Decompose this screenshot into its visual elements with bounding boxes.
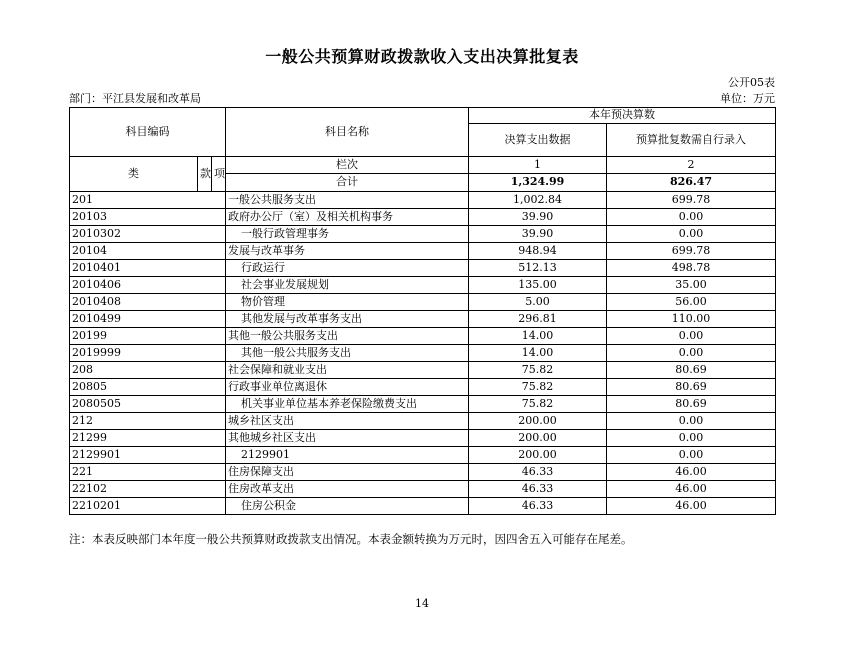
budget-table-header bbox=[70, 108, 776, 192]
final-expenditure-cell: 14.00 bbox=[469, 328, 607, 345]
subject-name-cell: 其他发展与改革事务支出 bbox=[226, 311, 469, 328]
subject-name-cell: 政府办公厅（室）及相关机构事务 bbox=[226, 209, 469, 226]
budget-approval-cell: 0.00 bbox=[607, 345, 776, 362]
header-subject-code: 科目编码 bbox=[70, 108, 226, 157]
table-row bbox=[70, 311, 776, 328]
subject-name-cell: 发展与改革事务 bbox=[226, 243, 469, 260]
table-row bbox=[70, 192, 776, 209]
subject-name-cell: 住房公积金 bbox=[226, 498, 469, 515]
table-row bbox=[70, 447, 776, 464]
subject-name-cell: 行政事业单位离退休 bbox=[226, 379, 469, 396]
department-label: 部门：平江县发展和改革局 bbox=[69, 92, 201, 105]
subject-code-cell: 2080505 bbox=[70, 396, 226, 413]
table-row bbox=[70, 413, 776, 430]
subject-name-cell: 行政运行 bbox=[226, 260, 469, 277]
subject-code-cell: 2019999 bbox=[70, 345, 226, 362]
subject-code-cell: 2010499 bbox=[70, 311, 226, 328]
subject-name-cell: 2129901 bbox=[226, 447, 469, 464]
budget-approval-cell: 110.00 bbox=[607, 311, 776, 328]
subject-code-cell: 2010406 bbox=[70, 277, 226, 294]
header-current-year-group: 本年预决算数 bbox=[469, 108, 776, 124]
unit-label: 单位：万元 bbox=[720, 92, 775, 105]
table-row bbox=[70, 294, 776, 311]
column-index-2: 2 bbox=[607, 157, 776, 174]
final-expenditure-cell: 296.81 bbox=[469, 311, 607, 328]
header-budget-approval: 预算批复数需自行录入 bbox=[607, 124, 776, 157]
budget-approval-cell: 0.00 bbox=[607, 226, 776, 243]
final-expenditure-cell: 200.00 bbox=[469, 430, 607, 447]
table-note: 注：本表反映部门本年度一般公共预算财政拨款支出情况。本表金额转换为万元时，因四舍五入可能存在尾差。 bbox=[69, 532, 633, 546]
table-row bbox=[70, 209, 776, 226]
budget-approval-cell: 498.78 bbox=[607, 260, 776, 277]
budget-approval-cell: 46.00 bbox=[607, 481, 776, 498]
final-expenditure-cell: 135.00 bbox=[469, 277, 607, 294]
budget-table bbox=[69, 107, 776, 515]
final-expenditure-cell: 5.00 bbox=[469, 294, 607, 311]
subject-name-cell: 其他一般公共服务支出 bbox=[226, 345, 469, 362]
final-expenditure-cell: 75.82 bbox=[469, 362, 607, 379]
table-row bbox=[70, 328, 776, 345]
header-final-expenditure: 决算支出数据 bbox=[469, 124, 607, 157]
total-approval-value: 826.47 bbox=[607, 174, 776, 192]
header-code-class: 类 bbox=[70, 157, 198, 192]
budget-approval-cell: 0.00 bbox=[607, 430, 776, 447]
column-index-1: 1 bbox=[469, 157, 607, 174]
table-row bbox=[70, 345, 776, 362]
final-expenditure-cell: 39.90 bbox=[469, 209, 607, 226]
table-row bbox=[70, 379, 776, 396]
subject-code-cell: 20199 bbox=[70, 328, 226, 345]
subject-name-cell: 其他一般公共服务支出 bbox=[226, 328, 469, 345]
budget-approval-cell: 0.00 bbox=[607, 209, 776, 226]
page-number: 14 bbox=[415, 597, 429, 610]
budget-approval-cell: 0.00 bbox=[607, 447, 776, 464]
table-row bbox=[70, 498, 776, 515]
header-subject-name: 科目名称 bbox=[226, 108, 469, 157]
budget-approval-cell: 0.00 bbox=[607, 328, 776, 345]
final-expenditure-cell: 200.00 bbox=[469, 447, 607, 464]
subject-name-cell: 其他城乡社区支出 bbox=[226, 430, 469, 447]
subject-code-cell: 2210201 bbox=[70, 498, 226, 515]
subject-name-cell: 机关事业单位基本养老保险缴费支出 bbox=[226, 396, 469, 413]
table-code-label: 公开05表 bbox=[728, 76, 775, 89]
subject-name-cell: 一般公共服务支出 bbox=[226, 192, 469, 209]
budget-approval-cell: 699.78 bbox=[607, 243, 776, 260]
table-row bbox=[70, 260, 776, 277]
subject-code-cell: 22102 bbox=[70, 481, 226, 498]
subject-code-cell: 201 bbox=[70, 192, 226, 209]
header-code-item: 项 bbox=[212, 157, 226, 192]
document-content bbox=[69, 76, 775, 547]
table-row bbox=[70, 396, 776, 413]
budget-approval-cell: 80.69 bbox=[607, 396, 776, 413]
budget-approval-cell: 35.00 bbox=[607, 277, 776, 294]
subject-code-cell: 2129901 bbox=[70, 447, 226, 464]
subject-code-cell: 21299 bbox=[70, 430, 226, 447]
budget-table-body bbox=[70, 192, 776, 515]
final-expenditure-cell: 512.13 bbox=[469, 260, 607, 277]
budget-approval-cell: 46.00 bbox=[607, 464, 776, 481]
final-expenditure-cell: 46.33 bbox=[469, 498, 607, 515]
budget-approval-cell: 80.69 bbox=[607, 379, 776, 396]
budget-approval-cell: 46.00 bbox=[607, 498, 776, 515]
final-expenditure-cell: 75.82 bbox=[469, 396, 607, 413]
subject-code-cell: 20104 bbox=[70, 243, 226, 260]
budget-approval-cell: 0.00 bbox=[607, 413, 776, 430]
subject-code-cell: 212 bbox=[70, 413, 226, 430]
final-expenditure-cell: 39.90 bbox=[469, 226, 607, 243]
budget-approval-cell: 699.78 bbox=[607, 192, 776, 209]
table-row bbox=[70, 243, 776, 260]
budget-approval-cell: 80.69 bbox=[607, 362, 776, 379]
table-row bbox=[70, 430, 776, 447]
subject-code-cell: 2010408 bbox=[70, 294, 226, 311]
final-expenditure-cell: 948.94 bbox=[469, 243, 607, 260]
budget-approval-cell: 56.00 bbox=[607, 294, 776, 311]
final-expenditure-cell: 46.33 bbox=[469, 481, 607, 498]
total-label: 合计 bbox=[226, 174, 469, 192]
subject-name-cell: 住房保障支出 bbox=[226, 464, 469, 481]
final-expenditure-cell: 14.00 bbox=[469, 345, 607, 362]
table-row bbox=[70, 226, 776, 243]
column-index-label: 栏次 bbox=[226, 157, 469, 174]
subject-name-cell: 社会事业发展规划 bbox=[226, 277, 469, 294]
table-row bbox=[70, 277, 776, 294]
subject-code-cell: 20805 bbox=[70, 379, 226, 396]
final-expenditure-cell: 1,002.84 bbox=[469, 192, 607, 209]
table-row bbox=[70, 464, 776, 481]
subject-code-cell: 221 bbox=[70, 464, 226, 481]
final-expenditure-cell: 200.00 bbox=[469, 413, 607, 430]
subject-name-cell: 一般行政管理事务 bbox=[226, 226, 469, 243]
total-final-value: 1,324.99 bbox=[469, 174, 607, 192]
table-row bbox=[70, 481, 776, 498]
table-row bbox=[70, 362, 776, 379]
subject-name-cell: 住房改革支出 bbox=[226, 481, 469, 498]
subject-name-cell: 社会保障和就业支出 bbox=[226, 362, 469, 379]
subject-name-cell: 物价管理 bbox=[226, 294, 469, 311]
meta-row bbox=[69, 92, 775, 105]
final-expenditure-cell: 75.82 bbox=[469, 379, 607, 396]
subject-code-cell: 20103 bbox=[70, 209, 226, 226]
subject-name-cell: 城乡社区支出 bbox=[226, 413, 469, 430]
header-code-section: 款 bbox=[198, 157, 212, 192]
subject-code-cell: 2010401 bbox=[70, 260, 226, 277]
subject-code-cell: 2010302 bbox=[70, 226, 226, 243]
subject-code-cell: 208 bbox=[70, 362, 226, 379]
final-expenditure-cell: 46.33 bbox=[469, 464, 607, 481]
page-title: 一般公共预算财政拨款收入支出决算批复表 bbox=[265, 47, 579, 66]
